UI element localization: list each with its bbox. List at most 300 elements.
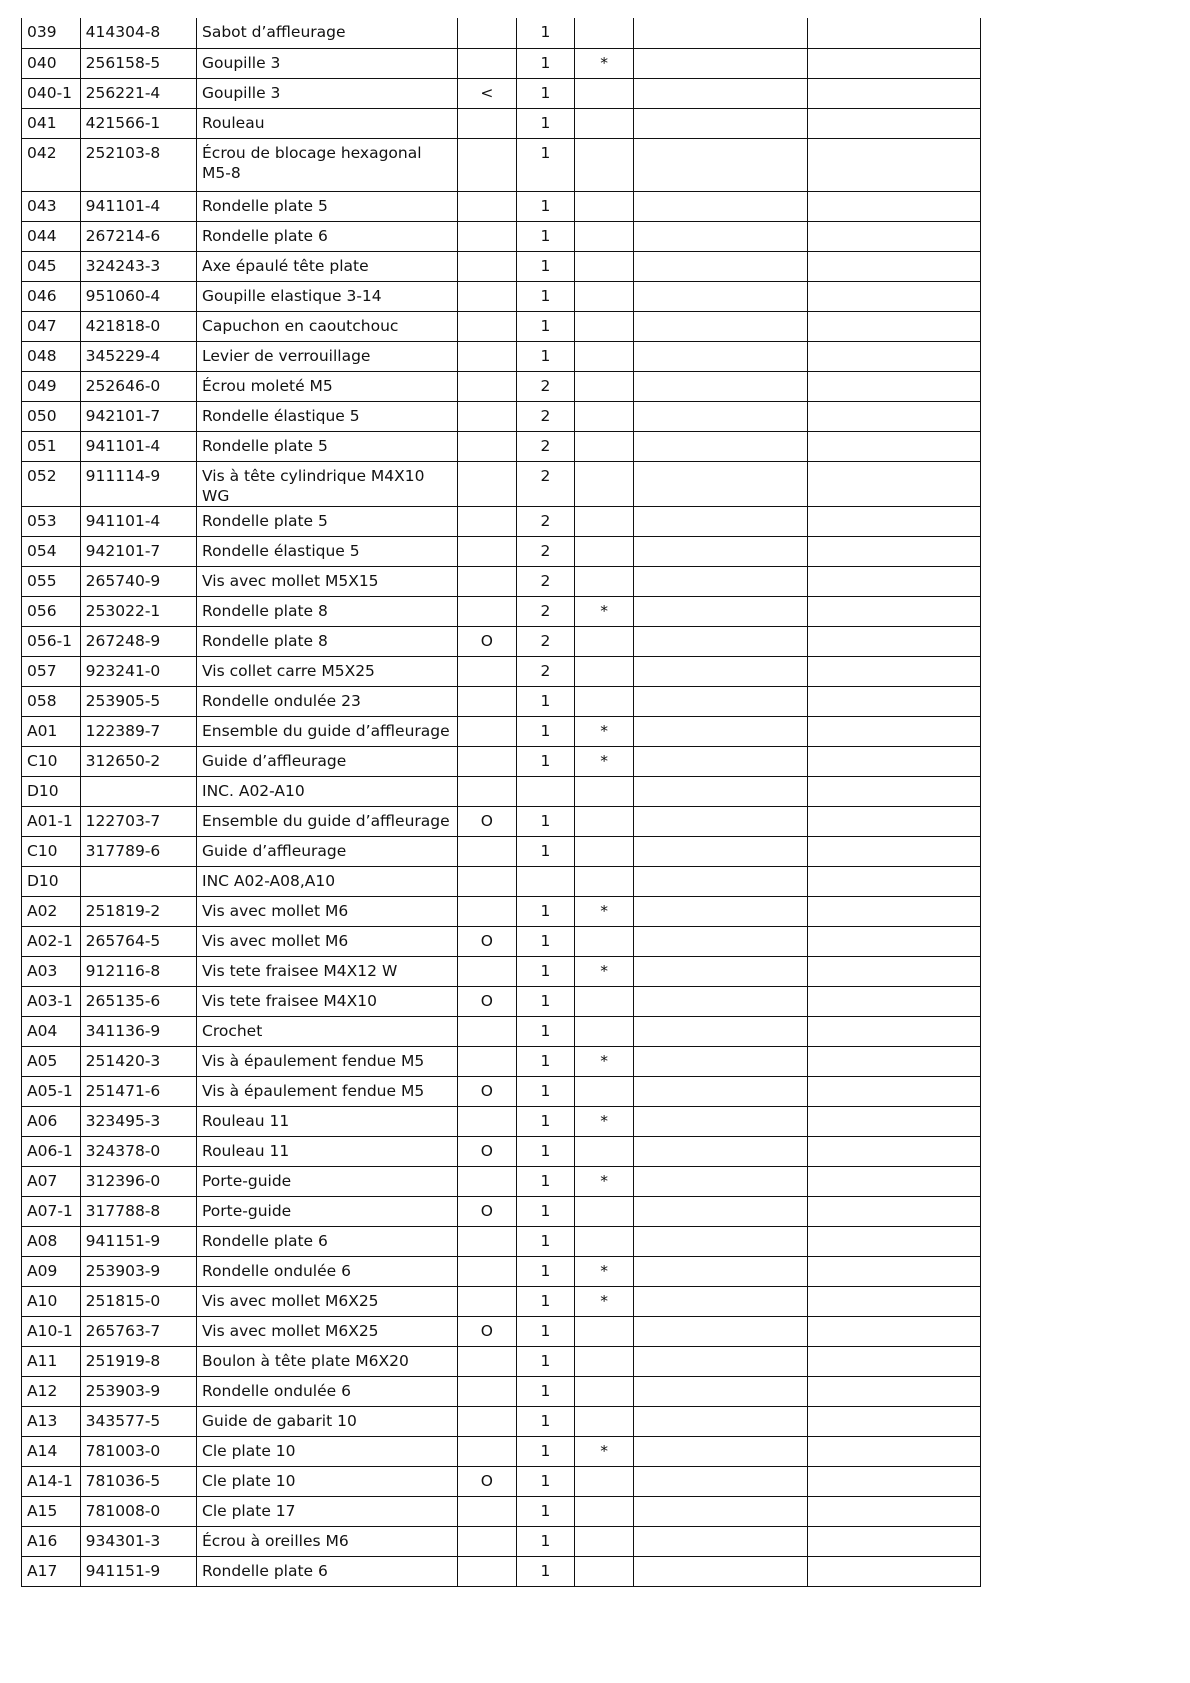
quantity-cell: 2 [516,596,575,626]
description-cell: Rondelle ondulée 6 [197,1376,458,1406]
empty-cell [634,716,808,746]
quantity-cell: 1 [516,18,575,48]
marker-cell [457,566,516,596]
quantity-cell: 1 [516,1196,575,1226]
empty-cell [634,1346,808,1376]
table-row [22,251,981,281]
part-number-cell: 911114-9 [80,461,196,506]
empty-cell [807,1136,980,1166]
quantity-cell [516,776,575,806]
part-number-cell: 253903-9 [80,1256,196,1286]
empty-cell [634,1496,808,1526]
empty-cell [634,221,808,251]
marker-cell [457,1556,516,1586]
empty-cell [807,656,980,686]
part-number-cell: 414304-8 [80,18,196,48]
note-cell [575,926,634,956]
marker-cell [457,1406,516,1436]
quantity-cell: 1 [516,1256,575,1286]
marker-cell [457,191,516,221]
empty-cell [807,108,980,138]
description-cell: Rondelle ondulée 23 [197,686,458,716]
note-cell [575,108,634,138]
empty-cell [634,191,808,221]
note-cell [575,1196,634,1226]
table-row [22,896,981,926]
empty-cell [807,221,980,251]
empty-cell [634,1376,808,1406]
item-number-cell: 051 [22,431,81,461]
table-row [22,566,981,596]
description-cell: Ensemble du guide d’affleurage [197,716,458,746]
marker-cell: O [457,1316,516,1346]
description-cell: Goupille 3 [197,48,458,78]
empty-cell [634,108,808,138]
empty-cell [634,1226,808,1256]
note-cell [575,341,634,371]
quantity-cell: 1 [516,716,575,746]
quantity-cell: 2 [516,536,575,566]
item-number-cell: 040-1 [22,78,81,108]
note-cell [575,1136,634,1166]
table-row [22,836,981,866]
empty-cell [807,1496,980,1526]
description-cell: Vis avec mollet M5X15 [197,566,458,596]
empty-cell [634,776,808,806]
note-cell [575,1496,634,1526]
marker-cell: < [457,78,516,108]
item-number-cell: A06 [22,1106,81,1136]
note-cell [575,776,634,806]
part-number-cell: 253022-1 [80,596,196,626]
empty-cell [807,1376,980,1406]
quantity-cell: 1 [516,138,575,191]
item-number-cell: D10 [22,776,81,806]
note-cell [575,191,634,221]
description-cell: INC. A02-A10 [197,776,458,806]
table-row [22,108,981,138]
empty-cell [807,251,980,281]
part-number-cell: 951060-4 [80,281,196,311]
empty-cell [807,1226,980,1256]
description-cell: Goupille elastique 3-14 [197,281,458,311]
empty-cell [634,806,808,836]
part-number-cell: 323495-3 [80,1106,196,1136]
empty-cell [807,371,980,401]
table-row [22,866,981,896]
description-cell: Rondelle ondulée 6 [197,1256,458,1286]
marker-cell [457,281,516,311]
description-cell: Rondelle plate 6 [197,1226,458,1256]
part-number-cell: 317788-8 [80,1196,196,1226]
note-cell: * [575,1256,634,1286]
marker-cell [457,836,516,866]
item-number-cell: A03 [22,956,81,986]
part-number-cell: 421566-1 [80,108,196,138]
item-number-cell: 039 [22,18,81,48]
quantity-cell: 1 [516,1046,575,1076]
part-number-cell: 312396-0 [80,1166,196,1196]
marker-cell [457,1016,516,1046]
item-number-cell: 047 [22,311,81,341]
marker-cell: O [457,806,516,836]
table-row [22,716,981,746]
empty-cell [634,18,808,48]
empty-cell [634,686,808,716]
part-number-cell: 912116-8 [80,956,196,986]
description-cell: Crochet [197,1016,458,1046]
description-cell: Rondelle plate 6 [197,1556,458,1586]
note-cell [575,401,634,431]
table-row [22,1526,981,1556]
item-number-cell: 053 [22,506,81,536]
table-row [22,1046,981,1076]
item-number-cell: A07-1 [22,1196,81,1226]
empty-cell [807,1046,980,1076]
marker-cell [457,461,516,506]
empty-cell [634,1466,808,1496]
empty-cell [807,1016,980,1046]
item-number-cell: 056 [22,596,81,626]
marker-cell [457,716,516,746]
quantity-cell: 1 [516,1106,575,1136]
note-cell [575,1556,634,1586]
table-row [22,506,981,536]
empty-cell [634,866,808,896]
empty-cell [634,1046,808,1076]
table-row [22,281,981,311]
description-cell: Levier de verrouillage [197,341,458,371]
part-number-cell: 941101-4 [80,506,196,536]
marker-cell [457,1346,516,1376]
note-cell: * [575,48,634,78]
description-cell: Goupille 3 [197,78,458,108]
empty-cell [634,138,808,191]
quantity-cell: 1 [516,311,575,341]
part-number-cell: 781036-5 [80,1466,196,1496]
description-cell: Axe épaulé tête plate [197,251,458,281]
item-number-cell: A03-1 [22,986,81,1016]
quantity-cell: 1 [516,108,575,138]
marker-cell: O [457,1466,516,1496]
table-row [22,341,981,371]
empty-cell [807,191,980,221]
part-number-cell: 267214-6 [80,221,196,251]
item-number-cell: A05-1 [22,1076,81,1106]
table-row [22,536,981,566]
part-number-cell: 343577-5 [80,1406,196,1436]
empty-cell [634,1166,808,1196]
part-number-cell: 345229-4 [80,341,196,371]
part-number-cell: 781008-0 [80,1496,196,1526]
quantity-cell: 1 [516,1406,575,1436]
description-cell: Boulon à tête plate M6X20 [197,1346,458,1376]
empty-cell [807,1256,980,1286]
description-cell: Rondelle élastique 5 [197,401,458,431]
note-cell [575,1076,634,1106]
note-cell [575,1016,634,1046]
marker-cell [457,108,516,138]
empty-cell [634,746,808,776]
empty-cell [634,986,808,1016]
empty-cell [807,986,980,1016]
empty-cell [807,776,980,806]
part-number-cell: 251815-0 [80,1286,196,1316]
quantity-cell: 1 [516,1316,575,1346]
description-cell: Rouleau [197,108,458,138]
quantity-cell [516,866,575,896]
empty-cell [807,48,980,78]
note-cell [575,431,634,461]
item-number-cell: 042 [22,138,81,191]
quantity-cell: 1 [516,48,575,78]
part-number-cell: 256221-4 [80,78,196,108]
item-number-cell: A16 [22,1526,81,1556]
empty-cell [634,1256,808,1286]
item-number-cell: 055 [22,566,81,596]
table-row [22,806,981,836]
quantity-cell: 1 [516,1076,575,1106]
empty-cell [807,431,980,461]
note-cell: * [575,1106,634,1136]
note-cell: * [575,1046,634,1076]
empty-cell [807,596,980,626]
part-number-cell: 122703-7 [80,806,196,836]
empty-cell [634,926,808,956]
table-row [22,1376,981,1406]
marker-cell [457,48,516,78]
empty-cell [634,1406,808,1436]
table-row [22,1496,981,1526]
item-number-cell: C10 [22,836,81,866]
item-number-cell: A02 [22,896,81,926]
note-cell [575,311,634,341]
empty-cell [634,78,808,108]
table-row [22,776,981,806]
parts-table-body [22,18,981,1586]
description-cell: Vis à épaulement fendue M5 [197,1046,458,1076]
description-cell: Vis à épaulement fendue M5 [197,1076,458,1106]
description-cell: INC A02-A08,A10 [197,866,458,896]
empty-cell [807,566,980,596]
marker-cell [457,1286,516,1316]
description-cell: Cle plate 10 [197,1466,458,1496]
empty-cell [634,626,808,656]
part-number-cell: 934301-3 [80,1526,196,1556]
item-number-cell: A11 [22,1346,81,1376]
note-cell [575,1466,634,1496]
quantity-cell: 1 [516,1436,575,1466]
empty-cell [807,1406,980,1436]
quantity-cell: 2 [516,626,575,656]
note-cell [575,371,634,401]
item-number-cell: A07 [22,1166,81,1196]
empty-cell [807,18,980,48]
table-row [22,926,981,956]
part-number-cell: 941101-4 [80,191,196,221]
part-number-cell: 923241-0 [80,656,196,686]
description-cell: Vis avec mollet M6 [197,896,458,926]
item-number-cell: A01-1 [22,806,81,836]
empty-cell [807,626,980,656]
table-row [22,1466,981,1496]
quantity-cell: 2 [516,566,575,596]
note-cell: * [575,956,634,986]
quantity-cell: 1 [516,1226,575,1256]
quantity-cell: 2 [516,401,575,431]
description-cell: Guide de gabarit 10 [197,1406,458,1436]
marker-cell [457,1376,516,1406]
table-row [22,1256,981,1286]
empty-cell [634,836,808,866]
empty-cell [807,956,980,986]
empty-cell [807,506,980,536]
parts-table [21,18,981,1587]
empty-cell [807,1106,980,1136]
empty-cell [634,1436,808,1466]
part-number-cell: 942101-7 [80,401,196,431]
part-number-cell: 265764-5 [80,926,196,956]
part-number-cell: 251919-8 [80,1346,196,1376]
item-number-cell: 058 [22,686,81,716]
marker-cell [457,686,516,716]
note-cell [575,566,634,596]
empty-cell [634,656,808,686]
empty-cell [807,836,980,866]
marker-cell: O [457,626,516,656]
quantity-cell: 1 [516,341,575,371]
table-row [22,138,981,191]
empty-cell [807,1166,980,1196]
part-number-cell: 781003-0 [80,1436,196,1466]
note-cell: * [575,596,634,626]
empty-cell [807,896,980,926]
quantity-cell: 1 [516,281,575,311]
empty-cell [634,1016,808,1046]
empty-cell [634,1136,808,1166]
marker-cell [457,138,516,191]
description-cell: Rondelle plate 8 [197,626,458,656]
marker-cell: O [457,986,516,1016]
item-number-cell: 057 [22,656,81,686]
empty-cell [807,341,980,371]
item-number-cell: A14-1 [22,1466,81,1496]
empty-cell [807,536,980,566]
table-row [22,956,981,986]
description-cell: Cle plate 17 [197,1496,458,1526]
part-number-cell: 253905-5 [80,686,196,716]
empty-cell [807,1556,980,1586]
part-number-cell: 324378-0 [80,1136,196,1166]
quantity-cell: 1 [516,191,575,221]
quantity-cell: 1 [516,1466,575,1496]
marker-cell: O [457,926,516,956]
item-number-cell: 043 [22,191,81,221]
marker-cell [457,311,516,341]
note-cell [575,78,634,108]
empty-cell [807,281,980,311]
empty-cell [807,1196,980,1226]
empty-cell [807,1466,980,1496]
item-number-cell: A05 [22,1046,81,1076]
quantity-cell: 2 [516,461,575,506]
table-row [22,1016,981,1046]
marker-cell [457,221,516,251]
note-cell: * [575,1286,634,1316]
empty-cell [807,78,980,108]
empty-cell [807,1526,980,1556]
table-row [22,1136,981,1166]
marker-cell: O [457,1136,516,1166]
empty-cell [634,566,808,596]
marker-cell [457,536,516,566]
empty-cell [634,506,808,536]
description-cell: Rondelle plate 5 [197,431,458,461]
marker-cell [457,341,516,371]
empty-cell [634,596,808,626]
description-cell: Porte-guide [197,1196,458,1226]
marker-cell [457,18,516,48]
empty-cell [634,401,808,431]
empty-cell [634,896,808,926]
description-cell: Rondelle plate 8 [197,596,458,626]
description-cell: Cle plate 10 [197,1436,458,1466]
empty-cell [807,806,980,836]
quantity-cell: 1 [516,986,575,1016]
part-number-cell: 324243-3 [80,251,196,281]
description-cell: Capuchon en caoutchouc [197,311,458,341]
quantity-cell: 1 [516,686,575,716]
note-cell [575,1526,634,1556]
marker-cell [457,401,516,431]
table-row [22,986,981,1016]
marker-cell [457,956,516,986]
note-cell [575,251,634,281]
empty-cell [807,1076,980,1106]
quantity-cell: 1 [516,836,575,866]
item-number-cell: C10 [22,746,81,776]
quantity-cell: 1 [516,1016,575,1046]
table-row [22,371,981,401]
description-cell: Vis collet carre M5X25 [197,656,458,686]
quantity-cell: 1 [516,1136,575,1166]
table-row [22,1226,981,1256]
quantity-cell: 2 [516,506,575,536]
table-row [22,1286,981,1316]
part-number-cell: 267248-9 [80,626,196,656]
empty-cell [807,1316,980,1346]
table-row [22,1076,981,1106]
quantity-cell: 2 [516,371,575,401]
part-number-cell: 341136-9 [80,1016,196,1046]
item-number-cell: A04 [22,1016,81,1046]
part-number-cell: 317789-6 [80,836,196,866]
empty-cell [807,1346,980,1376]
empty-cell [807,866,980,896]
part-number-cell: 251420-3 [80,1046,196,1076]
note-cell: * [575,746,634,776]
note-cell [575,536,634,566]
marker-cell [457,1256,516,1286]
empty-cell [634,431,808,461]
item-number-cell: A02-1 [22,926,81,956]
item-number-cell: 052 [22,461,81,506]
table-row [22,596,981,626]
marker-cell [457,1526,516,1556]
note-cell: * [575,896,634,926]
quantity-cell: 1 [516,1346,575,1376]
description-cell: Rouleau 11 [197,1136,458,1166]
